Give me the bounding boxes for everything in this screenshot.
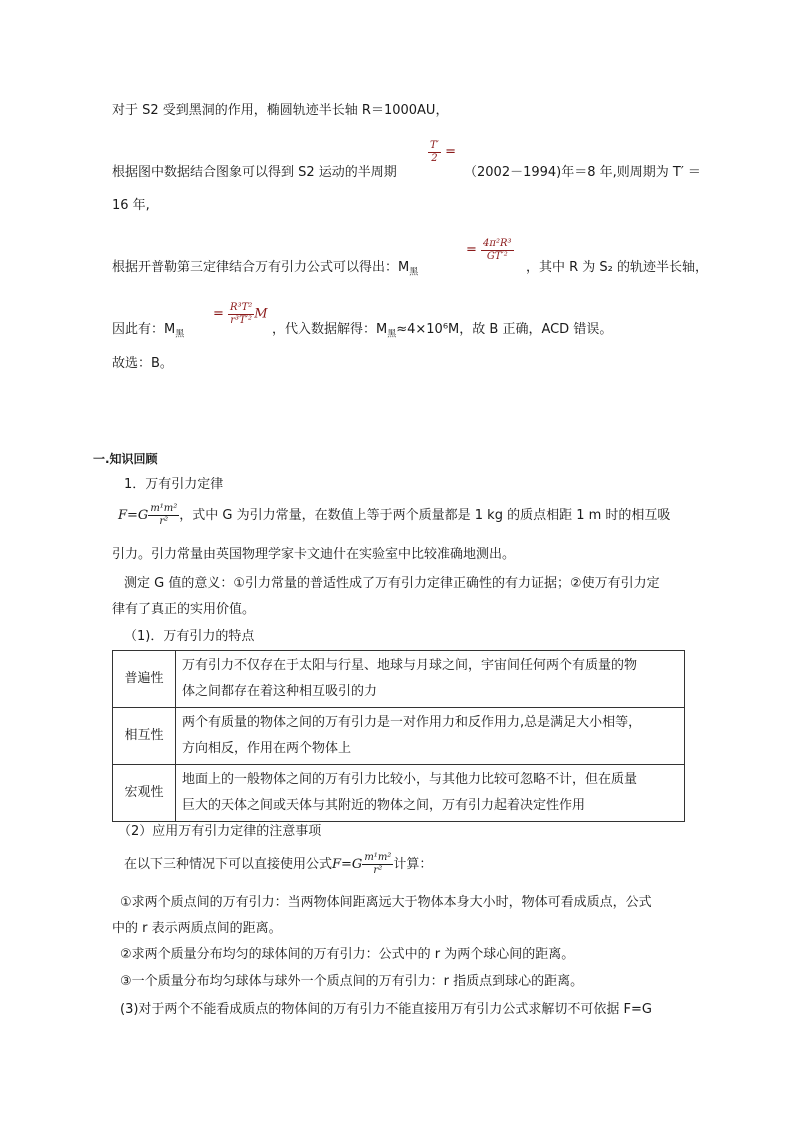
answer-line: 故选：B。 — [112, 356, 173, 371]
features-title: （1)．万有引力的特点 — [124, 629, 255, 644]
solution-line-5-pre — [112, 320, 184, 345]
solution-line-5-post — [272, 320, 612, 345]
significance-a: 测定 G 值的意义：①引力常量的普适性成了万有引力定律正确性的有力证据；②使万有引力定 — [124, 576, 660, 591]
item1-title: 1．万有引力定律 — [124, 477, 224, 492]
subscript-hei: 黑 — [409, 267, 419, 278]
formula-F: F=G — [118, 508, 149, 523]
gravitation-formula-line — [118, 501, 670, 531]
item1-text-b: 引力。引力常量由英国物理学家卡文迪什在实验室中比较准确地测出。 — [112, 547, 516, 562]
feature-desc: 两个有质量的物体之间的万有引力是一对作用力和反作用力,总是满足大小相等， 方向相反，作用在两个物体上 — [176, 708, 685, 765]
section-title: 一.知识回顾 — [93, 452, 158, 466]
mass-formula: = $\frac{\text{4π²R³}}{\text{GT′²}}$ — [466, 238, 512, 262]
solution-line-2-pre: 根据图中数据结合图象可以得到 S2 运动的半周期 — [112, 165, 397, 180]
solution-line-2-post: （2002－1994)年＝8 年,则周期为 T′ ＝ — [464, 165, 701, 180]
fraction-denominator: r³T′² — [230, 315, 253, 326]
solution-line-4-post: ，其中 R 为 S₂ 的轨迹半长轴， — [526, 260, 709, 275]
notes-title: （2）应用万有引力定律的注意事项 — [118, 824, 322, 839]
note-1a: ①求两个质点间的万有引力：当两物体间距离远大于物体本身大小时，物体可看成质点，公式 — [120, 895, 652, 910]
features-table — [112, 650, 685, 822]
fraction-numerator: 4π²R³ — [483, 238, 512, 249]
fraction-numerator: m¹m² — [150, 503, 178, 514]
table-row — [113, 651, 685, 708]
item1-text-a: ，式中 G 为引力常量，在数值上等于两个质量都是 1 kg 的质点相距 1 m 时的相互吸 — [179, 508, 671, 523]
subscript-hei: 黑 — [175, 329, 185, 340]
fraction-numerator: R³T² — [230, 302, 253, 313]
table-row — [113, 765, 685, 822]
note-4: (3)对于两个不能看成质点的物体间的万有引力不能直接用万有引力公式求解切不可依据 F=G — [120, 1002, 652, 1017]
equals-sign: = — [445, 144, 456, 160]
fraction-denominator: r² — [159, 516, 169, 527]
fraction-numerator: m¹m² — [364, 852, 392, 863]
notes-intro-a: 在以下三种情况下可以直接使用公式 — [124, 857, 333, 872]
significance-b: 律有了真正的实用价值。 — [112, 602, 256, 617]
result-text: ≈4×10⁶M，故 B 正确，ACD 错误。 — [396, 322, 613, 337]
feature-key: 普遍性 — [113, 651, 176, 708]
notes-intro — [124, 850, 432, 880]
feature-key: 相互性 — [113, 708, 176, 765]
solution-line-1: 对于 S2 受到黑洞的作用，椭圆轨迹半长轴 R＝1000AU， — [112, 103, 449, 118]
fraction-denominator: GT′² — [486, 251, 508, 262]
half-period-fraction — [428, 140, 456, 165]
solution-line-4-pre — [112, 258, 418, 283]
note-2: ②求两个质量分布均匀的球体间的万有引力：公式中的 r 为两个球心间的距离。 — [120, 947, 575, 962]
note-1b: 中的 r 表示两质点间的距离。 — [112, 921, 282, 936]
kepler-text: 根据开普勒第三定律结合万有引力公式可以得出：M — [112, 260, 410, 275]
solution-line-3: 16 年, — [112, 198, 150, 213]
ratio-formula: = $\frac{\text{R³T²}}{\text{r³T′²}}$ M — [213, 302, 268, 326]
mass-symbol: M — [254, 306, 268, 322]
formula-F: F=G — [332, 857, 363, 872]
fraction-denominator: 2 — [431, 153, 438, 164]
fraction-denominator: r² — [373, 865, 383, 876]
feature-desc: 万有引力不仅存在于太阳与行星、地球与月球之间，宇宙间任何两个有质量的物 体之间都存在着这种相互吸引的力 — [176, 651, 685, 708]
note-3: ③一个质量分布均匀球体与球外一个质点间的万有引力：r 指质点到球心的距离。 — [120, 974, 584, 989]
feature-desc: 地面上的一般物体之间的万有引力比较小，与其他力比较可忽略不计，但在质量 巨大的天体之间或天体与其附近的物体之间，万有引力起着决定性作用 — [176, 765, 685, 822]
fraction-numerator: T′ — [430, 140, 439, 151]
notes-intro-b: 计算： — [393, 857, 433, 872]
therefore-text: 因此有：M — [112, 322, 176, 337]
subscript-hei: 黑 — [387, 329, 397, 340]
feature-key: 宏观性 — [113, 765, 176, 822]
substitute-text: ，代入数据解得：M — [272, 322, 388, 337]
table-row — [113, 708, 685, 765]
